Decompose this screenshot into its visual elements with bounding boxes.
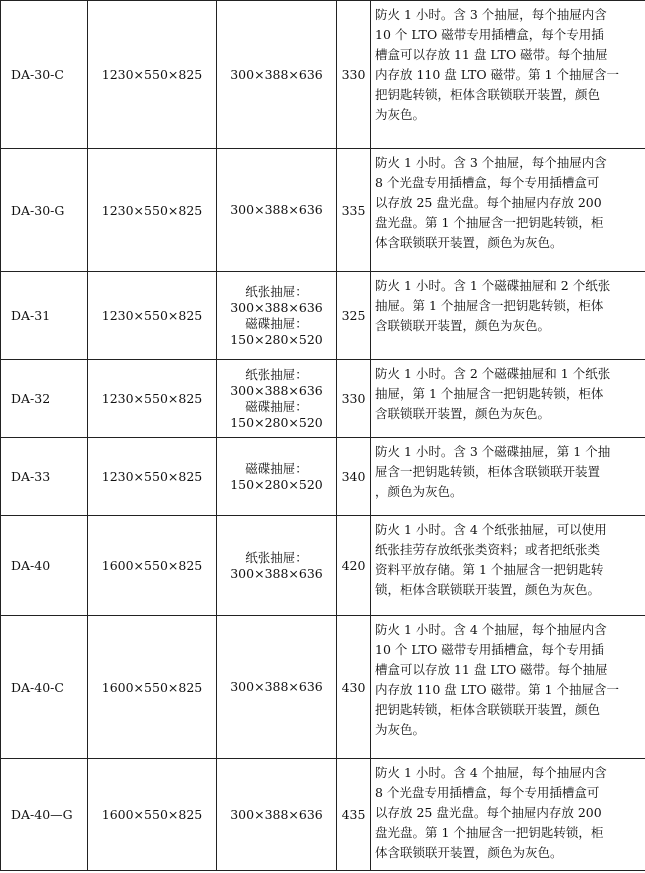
weight-cell: 430	[337, 616, 371, 759]
description-cell	[371, 149, 645, 272]
description-line: 防火 1 小时。含 3 个磁碟抽屉，第 1 个抽	[375, 444, 611, 459]
weight-cell: 340	[337, 438, 371, 516]
inner-dimensions-line: 300×388×636	[230, 382, 323, 398]
description-line: 体含联锁联开装置，颜色为灰色。	[375, 235, 563, 250]
weight-cell: 435	[337, 759, 371, 871]
inner-dimensions-cell	[217, 1, 337, 149]
outer-dimensions-cell: 1600×550×825	[88, 516, 217, 616]
description-line: 为灰色。	[375, 107, 426, 122]
model-cell: DA-30-C	[1, 1, 88, 149]
description-line: 防火 1 小时。含 4 个抽屉，每个抽屉内含	[375, 765, 607, 780]
outer-dimensions-cell: 1230×550×825	[88, 149, 217, 272]
outer-dimensions-cell: 1230×550×825	[88, 1, 217, 149]
model-cell: DA-40	[1, 516, 88, 616]
description-cell	[371, 360, 645, 438]
inner-dimensions-line: 300×388×636	[230, 806, 323, 822]
inner-dimensions-line: 300×388×636	[230, 66, 323, 82]
description-line: 内存放 110 盘 LTO 磁带。第 1 个抽屉含一	[375, 67, 620, 82]
weight-cell: 335	[337, 149, 371, 272]
inner-dimensions-cell	[217, 272, 337, 360]
model-cell: DA-31	[1, 272, 88, 360]
description-cell	[371, 438, 645, 516]
description-line: 盘光盘。第 1 个抽屉含一把钥匙转锁，柜	[375, 215, 604, 230]
description-line: 槽盒可以存放 11 盘 LTO 磁带。每个抽屉	[375, 662, 608, 677]
inner-dimensions-line: 300×388×636	[230, 565, 323, 581]
model-cell: DA-32	[1, 360, 88, 438]
outer-dimensions-cell: 1600×550×825	[88, 616, 217, 759]
description-line: 以存放 25 盘光盘。每个抽屉内存放 200	[375, 195, 602, 210]
description-line: 8 个光盘专用插槽盒，每个专用插槽盒可	[375, 175, 600, 190]
description-line: 防火 1 小时。含 2 个磁碟抽屉和 1 个纸张	[375, 366, 611, 381]
inner-dimensions-cell	[217, 149, 337, 272]
inner-dimensions-line: 150×280×520	[230, 331, 323, 347]
description-cell	[371, 272, 645, 360]
description-cell	[371, 759, 645, 871]
table-row	[1, 516, 645, 616]
spec-table-body	[1, 1, 645, 871]
inner-dimensions-line: 纸张抽屉：	[245, 366, 308, 382]
description-line: 防火 1 小时。含 4 个抽屉，每个抽屉内含	[375, 622, 607, 637]
description-line: 资料平放存储。第 1 个抽屉含一把钥匙转	[375, 562, 604, 577]
description-line: 抽屉。第 1 个抽屉含一把钥匙转锁，柜体	[375, 298, 604, 313]
outer-dimensions-cell: 1230×550×825	[88, 438, 217, 516]
model-cell: DA-33	[1, 438, 88, 516]
description-line: 把钥匙转锁，柜体含联锁联开装置，颜色	[375, 87, 601, 102]
weight-cell: 420	[337, 516, 371, 616]
description-cell	[371, 1, 645, 149]
description-line: 纸张挂劳存放纸张类资料；或者把纸张类	[375, 542, 601, 557]
inner-dimensions-cell	[217, 616, 337, 759]
weight-cell: 330	[337, 360, 371, 438]
description-line: 盘光盘。第 1 个抽屉含一把钥匙转锁，柜	[375, 825, 604, 840]
description-line: 防火 1 小时。含 3 个抽屉，每个抽屉内含	[375, 7, 607, 22]
inner-dimensions-cell	[217, 360, 337, 438]
inner-dimensions-line: 磁碟抽屉：	[245, 460, 308, 476]
table-row	[1, 1, 645, 149]
table-row	[1, 360, 645, 438]
inner-dimensions-line: 300×388×636	[230, 202, 323, 217]
inner-dimensions-cell	[217, 759, 337, 871]
description-line: 10 个 LTO 磁带专用插槽盒，每个专用插	[375, 642, 604, 657]
description-line: 含联锁联开装置，颜色为灰色。	[375, 318, 551, 333]
description-line: 为灰色。	[375, 722, 426, 737]
outer-dimensions-cell: 1230×550×825	[88, 272, 217, 360]
description-line: 锁，柜体含联锁联开装置，颜色为灰色。	[375, 582, 601, 597]
description-line: 含联锁联开装置，颜色为灰色。	[375, 406, 551, 421]
model-cell: DA-40—G	[1, 759, 88, 871]
table-row	[1, 759, 645, 871]
inner-dimensions-line: 150×280×520	[230, 476, 323, 492]
inner-dimensions-cell	[217, 438, 337, 516]
description-line: 抽屉，第 1 个抽屉含一把钥匙转锁，柜体	[375, 386, 604, 401]
inner-dimensions-line: 150×280×520	[230, 414, 323, 430]
description-cell	[371, 616, 645, 759]
inner-dimensions-line: 磁碟抽屉：	[245, 315, 308, 331]
table-row	[1, 272, 645, 360]
description-line: 槽盒可以存放 11 盘 LTO 磁带。每个抽屉	[375, 47, 608, 62]
description-line: 以存放 25 盘光盘。每个抽屉内存放 200	[375, 805, 602, 820]
description-line: 体含联锁联开装置，颜色为灰色。	[375, 845, 563, 860]
description-line: 10 个 LTO 磁带专用插槽盒，每个专用插	[375, 27, 604, 42]
description-line: 防火 1 小时。含 4 个纸张抽屉，可以使用	[375, 522, 607, 537]
inner-dimensions-line: 300×388×636	[230, 299, 323, 315]
description-line: 防火 1 小时。含 3 个抽屉，每个抽屉内含	[375, 155, 607, 170]
inner-dimensions-line: 纸张抽屉：	[245, 283, 308, 299]
inner-dimensions-cell	[217, 516, 337, 616]
model-cell: DA-30-G	[1, 149, 88, 272]
inner-dimensions-line: 磁碟抽屉：	[245, 398, 308, 414]
weight-cell: 325	[337, 272, 371, 360]
outer-dimensions-cell: 1230×550×825	[88, 360, 217, 438]
table-row	[1, 438, 645, 516]
table-row	[1, 149, 645, 272]
description-line: 内存放 110 盘 LTO 磁带。第 1 个抽屉含一	[375, 682, 620, 697]
table-row	[1, 616, 645, 759]
description-line: 防火 1 小时。含 1 个磁碟抽屉和 2 个纸张	[375, 278, 611, 293]
description-line: 屉含一把钥匙转锁，柜体含联锁联开装置	[375, 464, 601, 479]
description-line: 8 个光盘专用插槽盒，每个专用插槽盒可	[375, 785, 600, 800]
inner-dimensions-line: 300×388×636	[230, 679, 323, 694]
description-cell	[371, 516, 645, 616]
outer-dimensions-cell: 1600×550×825	[88, 759, 217, 871]
model-cell: DA-40-C	[1, 616, 88, 759]
weight-cell: 330	[337, 1, 371, 149]
inner-dimensions-line: 纸张抽屉：	[245, 549, 308, 565]
description-line: 把钥匙转锁，柜体含联锁联开装置，颜色	[375, 702, 601, 717]
description-line: ，颜色为灰色。	[375, 484, 463, 499]
